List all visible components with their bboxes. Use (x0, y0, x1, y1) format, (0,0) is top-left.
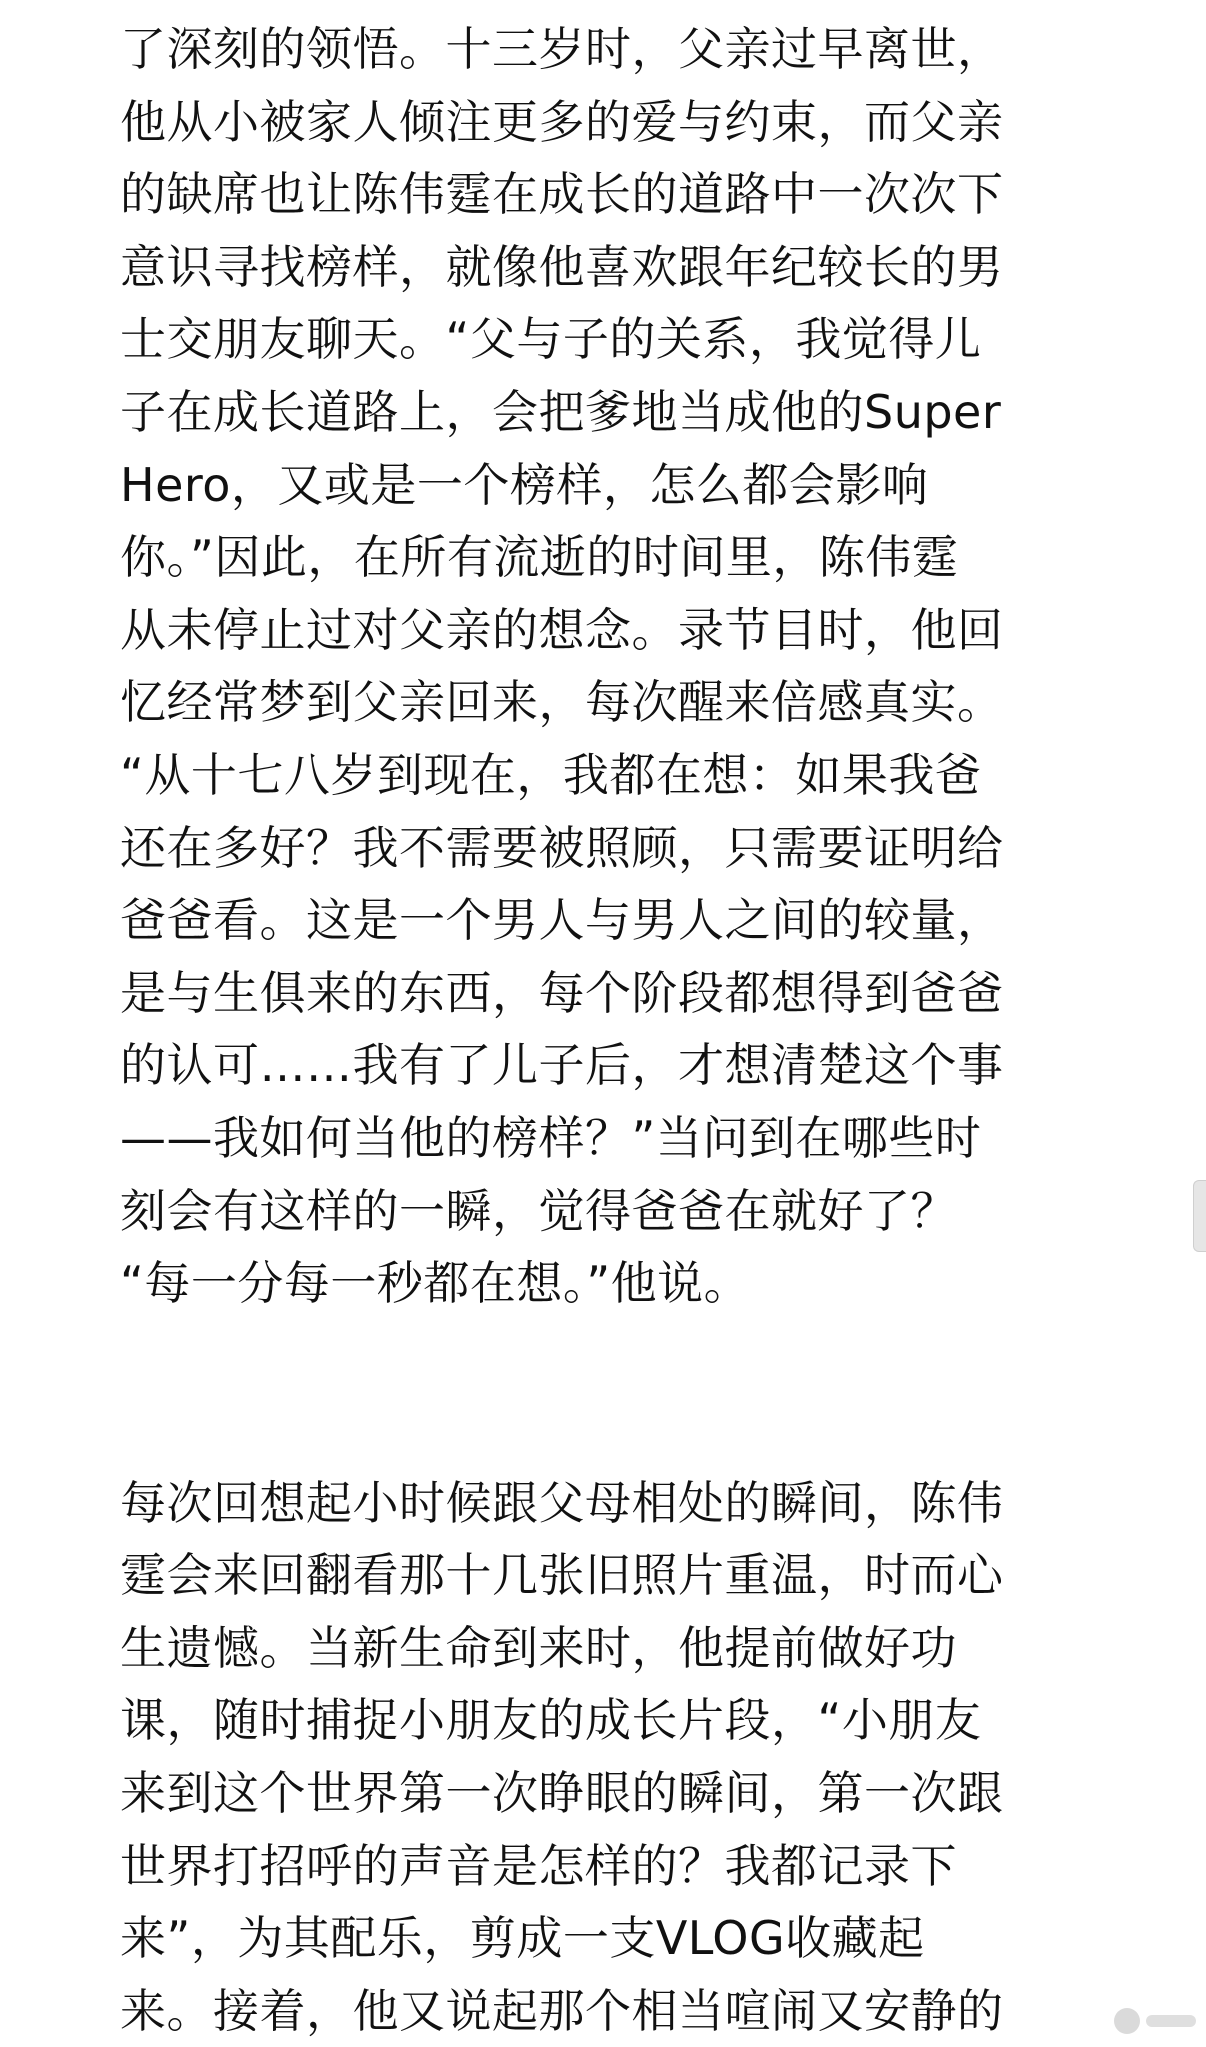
text-line: 的缺席也让陈伟霆在成长的道路中一次次下 (120, 167, 1004, 222)
text-line: 霆会来回翻看那十几张旧照片重温，时而心 (120, 1548, 1004, 1603)
text-line: 每次回想起小时候跟父母相处的瞬间，陈伟 (120, 1475, 1004, 1530)
text-line: Hero，又或是一个榜样，怎么都会影响 (120, 457, 929, 512)
text-line: “每一分每一秒都在想。”他说。 (120, 1256, 751, 1311)
text-line: 子在成长道路上，会把爹地当成他的Super (120, 384, 1002, 439)
paragraph-spacer (120, 1320, 1100, 1467)
text-line: 生遗憾。当新生命到来时，他提前做好功 (120, 1620, 957, 1675)
watermark-logo (1114, 2001, 1196, 2041)
text-line: 来到这个世界第一次睁眼的瞬间，第一次跟 (120, 1766, 1004, 1821)
text-line: 还在多好？我不需要被照顾，只需要证明给 (120, 820, 1004, 875)
text-line: 他从小被家人倾注更多的爱与约束，而父亲 (120, 94, 1004, 149)
text-line: 你。”因此，在所有流逝的时间里，陈伟霆 (120, 530, 959, 585)
scroll-handle[interactable] (1193, 1180, 1206, 1252)
text-line: 课，随时捕捉小朋友的成长片段，“小朋友 (120, 1693, 982, 1748)
text-line: ——我如何当他的榜样？”当问到在哪些时 (120, 1110, 982, 1165)
text-line: 了深刻的领悟。十三岁时，父亲过早离世， (120, 22, 1004, 76)
paragraph-2 (120, 1467, 1100, 2047)
text-line: 来”，为其配乐，剪成一支VLOG收藏起 (120, 1911, 925, 1966)
text-line: 的认可……我有了儿子后，才想清楚这个事 (120, 1038, 1004, 1093)
text-line: 从未停止过对父亲的想念。录节目时，他回 (120, 602, 1004, 657)
paragraph-1 (120, 13, 1100, 1320)
text-line: 忆经常梦到父亲回来，每次醒来倍感真实。 (120, 675, 1004, 730)
text-line: 意识寻找榜样，就像他喜欢跟年纪较长的男 (120, 239, 1004, 294)
text-line: 士交朋友聊天。“父与子的关系，我觉得儿 (120, 312, 982, 367)
watermark-icon (1114, 2008, 1140, 2034)
text-line: 世界打招呼的声音是怎样的？我都记录下 (120, 1838, 957, 1893)
text-line: 爸爸看。这是一个男人与男人之间的较量， (120, 893, 1004, 948)
text-line: 来。接着，他又说起那个相当喧闹又安静的 (120, 1983, 1004, 2038)
text-line: 是与生俱来的东西，每个阶段都想得到爸爸 (120, 965, 1004, 1020)
article-body (120, 0, 1100, 2047)
text-line: 刻会有这样的一瞬，觉得爸爸在就好了？ (120, 1183, 957, 1238)
watermark-mark (1146, 2015, 1196, 2027)
text-line: “从十七八岁到现在，我都在想：如果我爸 (120, 747, 982, 802)
